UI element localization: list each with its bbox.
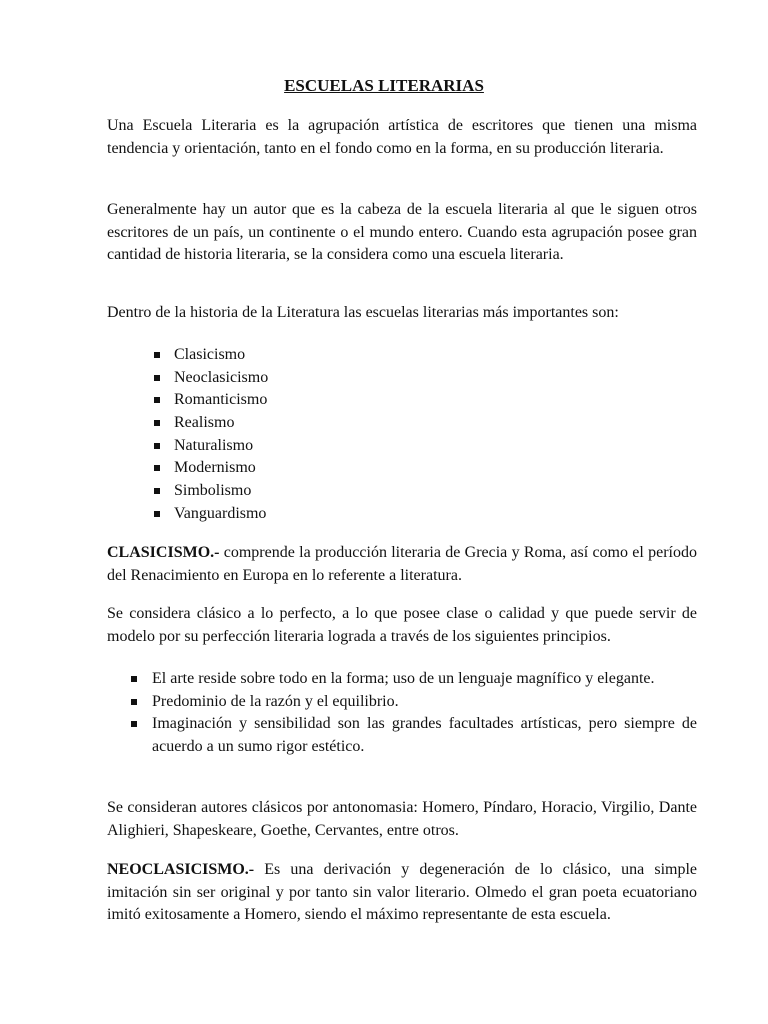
schools-list	[174, 344, 574, 526]
school-name: Neoclasicismo	[174, 368, 269, 386]
principles-list	[152, 668, 697, 758]
list-item	[174, 367, 574, 390]
school-name: Romanticismo	[174, 391, 268, 409]
neoclasicismo-paragraph	[107, 859, 697, 927]
square-bullet-icon	[154, 511, 160, 517]
list-item	[174, 480, 574, 503]
school-name: Simbolismo	[174, 482, 252, 500]
square-bullet-icon	[154, 443, 160, 449]
square-bullet-icon	[154, 488, 160, 494]
list-item	[174, 344, 574, 367]
square-bullet-icon	[154, 352, 160, 358]
principle-text: El arte reside sobre todo en la forma; uso de un lenguaje magnífico y elegante.	[152, 670, 655, 687]
school-name: Vanguardismo	[174, 504, 267, 522]
square-bullet-icon	[131, 676, 137, 682]
list-intro-paragraph: Dentro de la historia de la Literatura las escuelas literarias más importantes son:	[107, 304, 619, 321]
square-bullet-icon	[154, 397, 160, 403]
school-name: Naturalismo	[174, 436, 254, 454]
intro-paragraph: Una Escuela Literaria es la agrupación artística de escritores que tienen una misma tendencia y orientación, tanto en el fondo como en la forma, en su producción literaria.	[107, 117, 697, 157]
list-item	[174, 389, 574, 412]
neoclasicismo-text: Es una derivación y degeneración de lo clásico, una simple imitación sin ser original y por tanto sin valor literario. Olmedo el gran poeta ecuatoriano imitó exitosamente a Homero, siendo el máximo representante de esta escuela.	[107, 861, 697, 923]
school-name: Realismo	[174, 414, 235, 432]
square-bullet-icon	[131, 699, 137, 705]
list-item	[174, 435, 574, 458]
list-item	[174, 412, 574, 435]
clasicismo-paragraph	[107, 542, 697, 587]
classic-authors-paragraph: Se consideran autores clásicos por antonomasia: Homero, Píndaro, Horacio, Virgilio, Dante Alighieri, Shapeskeare, Goethe, Cervantes, entre otros.	[107, 799, 697, 839]
principle-text: Predominio de la razón y el equilibrio.	[152, 692, 399, 710]
classic-definition-paragraph: Se considera clásico a lo perfecto, a lo que posee clase o calidad y que puede servir de modelo por su perfección literaria lograda a través de los siguientes principios.	[107, 605, 697, 645]
square-bullet-icon	[154, 465, 160, 471]
author-paragraph: Generalmente hay un autor que es la cabeza de la escuela literaria al que le siguen otros escritores de un país, un continente o el mundo entero. Cuando esta agrupación posee gran cantidad de historia literaria, se la considera como una escuela literaria.	[107, 201, 697, 263]
list-item	[152, 668, 697, 691]
document-title: ESCUELAS LITERARIAS	[284, 76, 484, 95]
neoclasicismo-heading: NEOCLASICISMO.-	[107, 861, 255, 878]
clasicismo-text: comprende la producción literaria de Grecia y Roma, así como el período del Renacimiento en Europa en lo referente a literatura.	[107, 544, 697, 584]
clasicismo-heading: CLASICISMO.-	[107, 544, 220, 561]
list-item	[174, 503, 574, 526]
list-item	[152, 713, 697, 758]
school-name: Clasicismo	[174, 346, 246, 363]
square-bullet-icon	[154, 375, 160, 381]
list-item	[152, 691, 697, 714]
principle-text: Imaginación y sensibilidad son las grandes facultades artísticas, pero siempre de acuerdo a un sumo rigor estético.	[152, 715, 697, 755]
school-name: Modernismo	[174, 459, 256, 477]
list-item	[174, 457, 574, 480]
square-bullet-icon	[154, 420, 160, 426]
square-bullet-icon	[131, 721, 137, 727]
